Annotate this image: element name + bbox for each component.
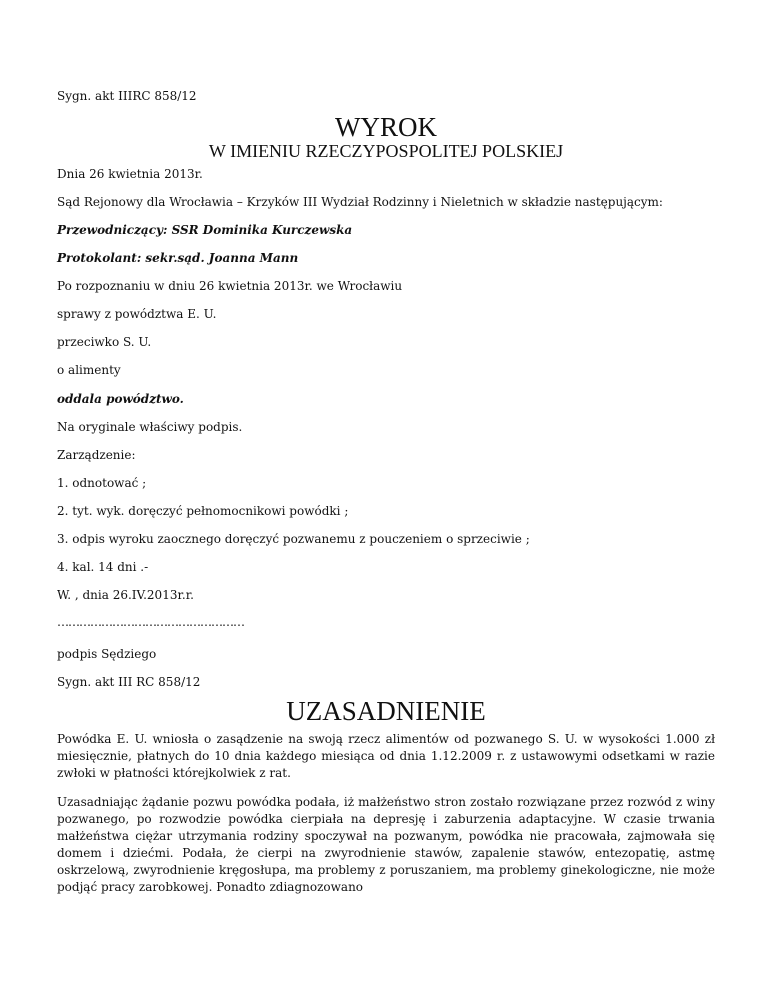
verdict-line: oddala powództwo. [57,392,184,406]
order-item: 2. tyt. wyk. doręczyć pełnomocnikowi powódki ; [57,504,349,518]
justification-paragraph-2: Uzasadniając żądanie pozwu powódka podała, iż małżeństwo stron zostało rozwiązane przez rozwód z winy pozwanego, po rozwodzie powódka cierpiała na depresję i zaburzenia adaptacyjne. W czasie trwania małżeństwa ciężar utrzymania rodziny spoczywał na pozwanym, powódka nie pracowała, zajmowała się domem i dziećmi. Podała, że cierpi na zwyrodnienie stawów, zapalenie stawów, entezopatię, astmę oskrzelową, zwyrodnienie kręgosłupa, ma problemy z poruszaniem, ma problemy ginekologiczne, nie może podjąć pracy zarobkowej. Ponadto zdiagnozowano [57,795,715,894]
date-line: Dnia 26 kwietnia 2013r. [57,167,203,181]
case-signature-top: Sygn. akt IIIRC 858/12 [57,89,197,103]
clerk-line: Protokolant: sekr.sąd. Joanna Mann [57,251,299,265]
court-line: Sąd Rejonowy dla Wrocławia – Krzyków III Wydział Rodzinny i Nieletnich w składzie następującym: [57,195,663,209]
chair-line: Przewodniczący: SSR Dominika Kurczewska [57,223,353,237]
justification-title: UZASADNIENIE [286,696,486,726]
verdict-title: WYROK [335,112,437,142]
subject-line: o alimenty [57,363,121,377]
case-signature-bottom: Sygn. akt III RC 858/12 [57,675,201,689]
signature-dots: …………………………………………… [57,615,244,629]
order-heading: Zarządzenie: [57,448,136,462]
order-item: 1. odnotować ; [57,476,147,490]
against-line: przeciwko S. U. [57,335,152,349]
justification-paragraph-1: Powódka E. U. wniosła o zasądzenie na swoją rzecz alimentów od pozwanego S. U. w wysokości 1.000 zł miesięcznie, płatnych do 10 dnia każdego miesiąca od dnia 1.12.2009 r. z ustawowymi odsetkami w razie zwłoki w płatności którejkolwiek z rat. [57,732,715,780]
judge-signature: podpis Sędziego [57,647,157,661]
hearing-line: Po rozpoznaniu w dniu 26 kwietnia 2013r. we Wrocławiu [57,279,403,293]
order-item: 4. kal. 14 dni .- [57,560,149,574]
original-note: Na oryginale właściwy podpis. [57,420,243,434]
place-date-line: W. , dnia 26.IV.2013r.r. [57,588,194,602]
order-item: 3. odpis wyroku zaocznego doręczyć pozwanemu z pouczeniem o sprzeciwie ; [57,532,530,546]
case-from-line: sprawy z powództwa E. U. [57,307,217,321]
verdict-subtitle: W IMIENIU RZECZYPOSPOLITEJ POLSKIEJ [208,141,564,161]
